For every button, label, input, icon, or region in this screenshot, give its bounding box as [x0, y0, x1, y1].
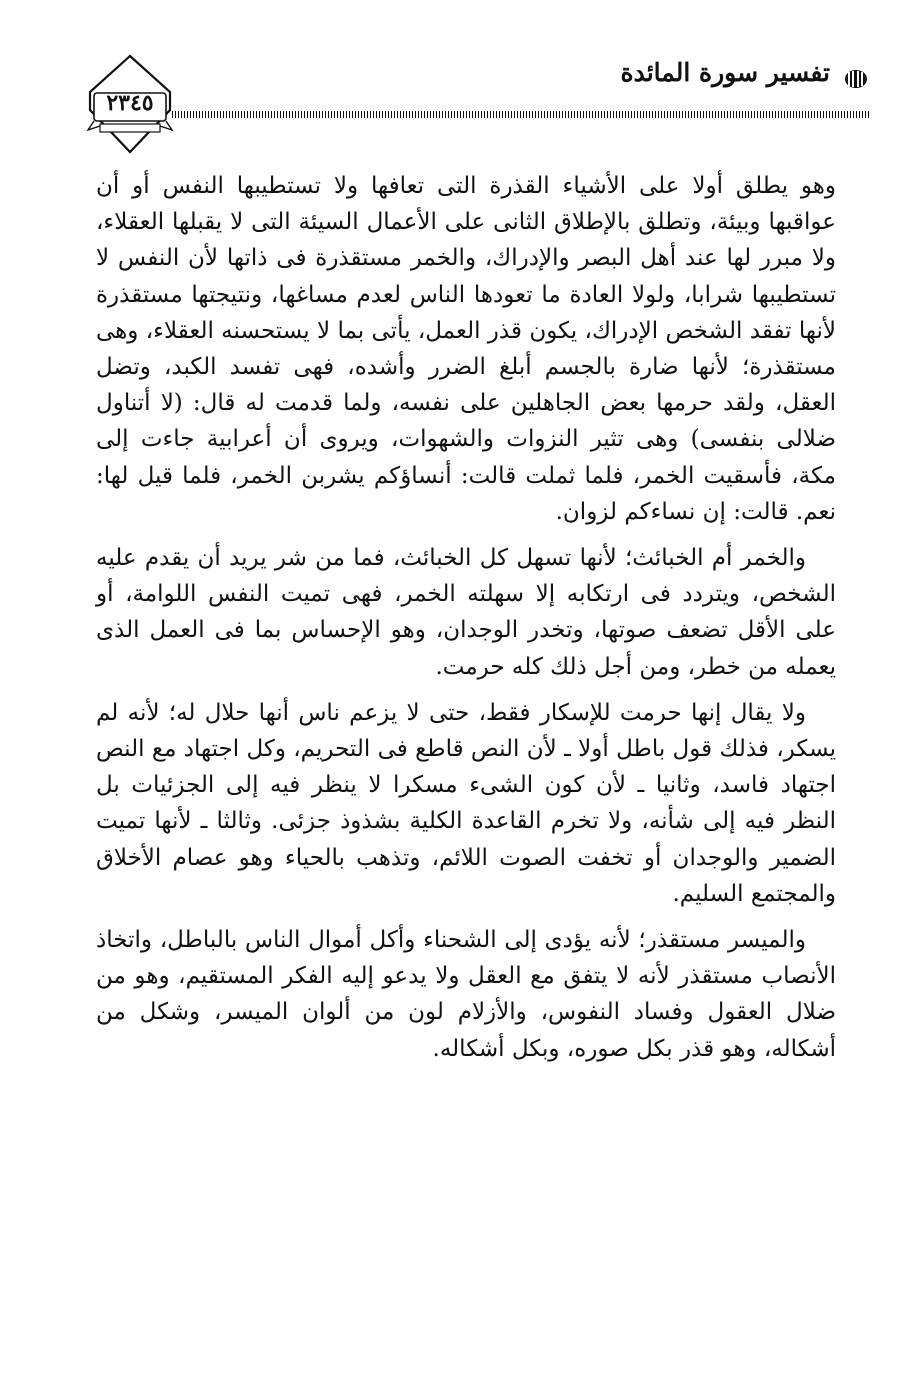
paragraph-2: والخمر أم الخبائث؛ لأنها تسهل كل الخبائث، فما من شر يريد أن يقدم عليه الشخص، ويتردد فى ارتكابه إلا سهلته الخمر، فهى تميت النفس اللوامة، أو على الأقل تضعف صوتها، وتخدر الوجدان، وهو الإحساس بما فى العمل الذى يعمله من خطر، ومن أجل ذلك كله حرمت. [96, 545, 836, 680]
page-body [96, 168, 836, 1077]
paragraph-3: ولا يقال إنها حرمت للإسكار فقط، حتى لا يزعم ناس أنها حلال له؛ لأنه لم يسكر، فذلك قول باطل أولا ـ لأن النص قاطع فى التحريم، وكل اجتهاد مع النص اجتهاد فاسد، وثانيا ـ لأن كون الشىء مسكرا لا ينظر فيه إلى الجزئيات بل النظر فيه إلى شأنه، ولا تخرم القاعدة الكلية بشذوذ جزئى. وثالثا ـ لأنها تميت الضمير والوجدان أو تخفت الصوت اللائم، وتذهب بالحياء وهو عصام الأخلاق والمجتمع السليم. [96, 699, 836, 907]
page-header [80, 52, 870, 162]
header-rule [172, 111, 870, 118]
page-number: ٢٣٤٥ [106, 90, 154, 116]
ornament-icon [842, 68, 870, 90]
paragraph-4: والميسر مستقذر؛ لأنه يؤدى إلى الشحناء وأكل أموال الناس بالباطل، واتخاذ الأنصاب مستقذر لأنه لا يتفق مع العقل ولا يدعو إليه الفكر المستقيم، وهو من ضلال العقول وفساد النفوس، والأزلام لون من ألوان الميسر، وشكل من أشكاله، وهو قذر بكل صوره، وبكل أشكاله. [96, 927, 836, 1062]
paragraph-1: وهو يطلق أولا على الأشياء القذرة التى تعافها ولا تستطيبها النفس أو أن عواقبها وبيئة، وتطلق بالإطلاق الثانى على الأعمال السيئة التى لا يقبلها العقلاء، ولا مبرر لها عند أهل البصر والإدراك، والخمر مستقذرة فى ذاتها لأن النفس لا تستطيبها شرابا، ولولا العادة ما تعودها الناس لعدم مساغها، ونتيجتها مستقذرة لأنها تفقد الشخص الإدراك، يكون قذر العمل، يأتى بما لا يستحسنه العقلاء، وهى مستقذرة؛ لأنها ضارة بالجسم أبلغ الضرر وأشده، فهى تفسد الكبد، وتضل العقل، ولقد حرمها بعض الجاهلين على نفسه، ولما قدمت له قال: (لا أتناول ضلالى بنفسى) وهى تثير النزوات والشهوات، ويروى أن أعرابية جاءت إلى مكة، فأسقيت الخمر، فلما ثملت قالت: أنساؤكم يشربن الخمر، فلما قيل لها: نعم. قالت: إن نساءكم لزوان. [96, 173, 836, 525]
running-title: تفسير سورة المائدة [620, 58, 830, 87]
